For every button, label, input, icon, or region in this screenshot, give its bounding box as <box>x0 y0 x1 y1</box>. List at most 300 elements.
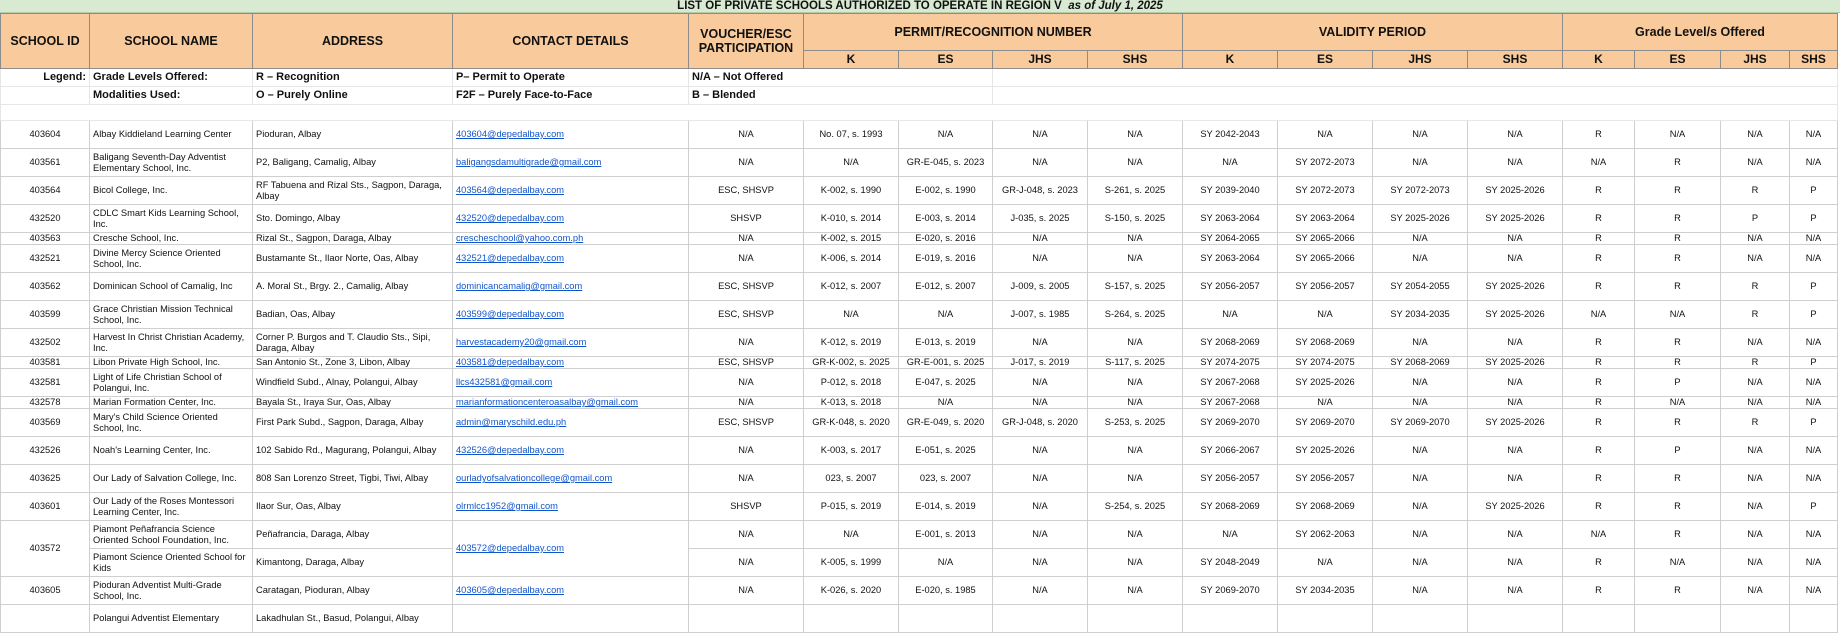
permit-shs-cell: N/A <box>1088 577 1183 605</box>
school-name-cell: Piamont Peñafrancia Science Oriented School Foundation, Inc. <box>90 521 253 549</box>
validity-shs-cell: N/A <box>1468 577 1563 605</box>
permit-k-cell: GR-K-002, s. 2025 <box>804 357 899 369</box>
grade-es-cell: N/A <box>1635 121 1721 149</box>
validity-jhs-cell: N/A <box>1373 369 1468 397</box>
validity-jhs-cell: N/A <box>1373 437 1468 465</box>
grade-k-cell: N/A <box>1563 149 1635 177</box>
school-name-cell: CDLC Smart Kids Learning School, Inc. <box>90 205 253 233</box>
validity-k-cell: SY 2056-2057 <box>1183 273 1278 301</box>
grade-es-cell: R <box>1635 177 1721 205</box>
voucher-cell: N/A <box>689 233 804 245</box>
grade-shs-cell: P <box>1790 273 1838 301</box>
permit-shs-cell <box>1088 605 1183 633</box>
table-row <box>1 273 1838 301</box>
header-validity-jhs: JHS <box>1373 51 1468 69</box>
validity-es-cell: SY 2034-2035 <box>1278 577 1373 605</box>
validity-es-cell: N/A <box>1278 121 1373 149</box>
address-cell: A. Moral St., Brgy. 2., Camalig, Albay <box>253 273 453 301</box>
legend-blended: B – Blended <box>689 87 993 105</box>
address-cell: Pioduran, Albay <box>253 121 453 149</box>
permit-es-cell: GR-E-049, s. 2020 <box>899 409 993 437</box>
contact-link[interactable]: baligangsdamultigrade@gmail.com <box>453 149 689 177</box>
permit-es-cell: 023, s. 2007 <box>899 465 993 493</box>
contact-link[interactable]: crescheschool@yahoo.com.ph <box>453 233 689 245</box>
address-cell: Corner P. Burgos and T. Claudio Sts., Sipi, Daraga, Albay <box>253 329 453 357</box>
grade-shs-cell: N/A <box>1790 549 1838 577</box>
school-name-cell: Cresche School, Inc. <box>90 233 253 245</box>
spacer-row <box>1 105 1838 121</box>
voucher-cell: ESC, SHSVP <box>689 357 804 369</box>
voucher-cell: ESC, SHSVP <box>689 409 804 437</box>
grade-es-cell <box>1635 605 1721 633</box>
permit-jhs-cell: J-007, s. 1985 <box>993 301 1088 329</box>
address-cell: Caratagan, Pioduran, Albay <box>253 577 453 605</box>
address-cell: Ilaor Sur, Oas, Albay <box>253 493 453 521</box>
grade-jhs-cell: N/A <box>1721 465 1790 493</box>
grade-shs-cell: N/A <box>1790 577 1838 605</box>
permit-k-cell: N/A <box>804 301 899 329</box>
header-permit-recognition: PERMIT/RECOGNITION NUMBER <box>804 14 1183 51</box>
validity-k-cell: SY 2056-2057 <box>1183 465 1278 493</box>
grade-k-cell: R <box>1563 177 1635 205</box>
validity-jhs-cell: N/A <box>1373 465 1468 493</box>
validity-shs-cell: N/A <box>1468 329 1563 357</box>
grade-shs-cell: P <box>1790 177 1838 205</box>
permit-es-cell: E-020, s. 2016 <box>899 233 993 245</box>
grade-jhs-cell: R <box>1721 357 1790 369</box>
header-grade-es: ES <box>1635 51 1721 69</box>
grade-es-cell: R <box>1635 357 1721 369</box>
validity-es-cell: SY 2065-2066 <box>1278 233 1373 245</box>
validity-jhs-cell: SY 2069-2070 <box>1373 409 1468 437</box>
address-cell: Sto. Domingo, Albay <box>253 205 453 233</box>
validity-shs-cell: N/A <box>1468 121 1563 149</box>
permit-k-cell: K-002, s. 1990 <box>804 177 899 205</box>
header-contact-details: CONTACT DETAILS <box>453 14 689 69</box>
validity-k-cell: SY 2048-2049 <box>1183 549 1278 577</box>
permit-jhs-cell: GR-J-048, s. 2020 <box>993 409 1088 437</box>
address-cell: San Antonio St., Zone 3, Libon, Albay <box>253 357 453 369</box>
permit-k-cell: 023, s. 2007 <box>804 465 899 493</box>
permit-es-cell: E-002, s. 1990 <box>899 177 993 205</box>
header-validity-period: VALIDITY PERIOD <box>1183 14 1563 51</box>
grade-jhs-cell: N/A <box>1721 329 1790 357</box>
school-id-cell: 432502 <box>1 329 90 357</box>
grade-jhs-cell: R <box>1721 177 1790 205</box>
grade-k-cell: R <box>1563 245 1635 273</box>
grade-k-cell: R <box>1563 273 1635 301</box>
permit-es-cell: E-003, s. 2014 <box>899 205 993 233</box>
validity-k-cell: SY 2066-2067 <box>1183 437 1278 465</box>
permit-shs-cell: N/A <box>1088 521 1183 549</box>
legend-modalities-label: Modalities Used: <box>90 87 253 105</box>
grade-k-cell: R <box>1563 329 1635 357</box>
validity-jhs-cell: N/A <box>1373 397 1468 409</box>
table-row <box>1 577 1838 605</box>
address-cell: Bayala St., Iraya Sur, Oas, Albay <box>253 397 453 409</box>
grade-shs-cell: P <box>1790 409 1838 437</box>
permit-k-cell: K-013, s. 2018 <box>804 397 899 409</box>
contact-link <box>453 605 689 633</box>
grade-jhs-cell: N/A <box>1721 549 1790 577</box>
school-name-cell: Piamont Science Oriented School for Kids <box>90 549 253 577</box>
validity-shs-cell: SY 2025-2026 <box>1468 357 1563 369</box>
header-school-id: SCHOOL ID <box>1 14 90 69</box>
validity-k-cell: SY 2069-2070 <box>1183 409 1278 437</box>
voucher-cell: N/A <box>689 465 804 493</box>
table-row <box>1 465 1838 493</box>
grade-jhs-cell: P <box>1721 205 1790 233</box>
contact-link[interactable]: 403604@depedalbay.com <box>453 121 689 149</box>
validity-es-cell: N/A <box>1278 549 1373 577</box>
permit-shs-cell: N/A <box>1088 397 1183 409</box>
validity-shs-cell: N/A <box>1468 397 1563 409</box>
grade-shs-cell: N/A <box>1790 521 1838 549</box>
validity-jhs-cell: N/A <box>1373 493 1468 521</box>
validity-shs-cell: N/A <box>1468 245 1563 273</box>
permit-shs-cell: S-254, s. 2025 <box>1088 493 1183 521</box>
contact-link[interactable]: 403564@depedalbay.com <box>453 177 689 205</box>
permit-jhs-cell: N/A <box>993 521 1088 549</box>
contact-link[interactable]: 403599@depedalbay.com <box>453 301 689 329</box>
voucher-cell: N/A <box>689 329 804 357</box>
permit-shs-cell: N/A <box>1088 437 1183 465</box>
header-validity-k: K <box>1183 51 1278 69</box>
validity-shs-cell: N/A <box>1468 549 1563 577</box>
permit-jhs-cell: N/A <box>993 233 1088 245</box>
voucher-cell: ESC, SHSVP <box>689 301 804 329</box>
grade-jhs-cell: R <box>1721 409 1790 437</box>
header-school-name: SCHOOL NAME <box>90 14 253 69</box>
grade-k-cell: R <box>1563 397 1635 409</box>
validity-jhs-cell: N/A <box>1373 521 1468 549</box>
contact-link[interactable]: 403605@depedalbay.com <box>453 577 689 605</box>
address-cell: Peñafrancia, Daraga, Albay <box>253 521 453 549</box>
grade-es-cell: R <box>1635 329 1721 357</box>
legend-recognition: R – Recognition <box>253 69 453 87</box>
school-name-cell: Harvest In Christ Christian Academy, Inc. <box>90 329 253 357</box>
address-cell: Badian, Oas, Albay <box>253 301 453 329</box>
contact-link[interactable]: 432520@depedalbay.com <box>453 205 689 233</box>
school-id-cell: 432578 <box>1 397 90 409</box>
grade-shs-cell: P <box>1790 357 1838 369</box>
header-grade-k: K <box>1563 51 1635 69</box>
header-grade-shs: SHS <box>1790 51 1838 69</box>
voucher-cell: ESC, SHSVP <box>689 177 804 205</box>
address-cell: 808 San Lorenzo Street, Tigbi, Tiwi, Albay <box>253 465 453 493</box>
validity-jhs-cell: N/A <box>1373 577 1468 605</box>
voucher-cell: N/A <box>689 397 804 409</box>
permit-k-cell: GR-K-048, s. 2020 <box>804 409 899 437</box>
validity-k-cell: SY 2063-2064 <box>1183 205 1278 233</box>
table-row <box>1 409 1838 437</box>
permit-shs-cell: S-157, s. 2025 <box>1088 273 1183 301</box>
validity-k-cell: SY 2067-2068 <box>1183 369 1278 397</box>
permit-shs-cell: N/A <box>1088 549 1183 577</box>
grade-k-cell: R <box>1563 577 1635 605</box>
address-cell: Kimantong, Daraga, Albay <box>253 549 453 577</box>
validity-jhs-cell: N/A <box>1373 245 1468 273</box>
grade-es-cell: R <box>1635 245 1721 273</box>
validity-es-cell <box>1278 605 1373 633</box>
schools-table <box>0 13 1838 633</box>
legend-online: O – Purely Online <box>253 87 453 105</box>
grade-es-cell: R <box>1635 409 1721 437</box>
grade-jhs-cell: N/A <box>1721 521 1790 549</box>
header-permit-jhs: JHS <box>993 51 1088 69</box>
table-row <box>1 493 1838 521</box>
table-row <box>1 549 1838 577</box>
grade-shs-cell: N/A <box>1790 329 1838 357</box>
school-id-cell: 403561 <box>1 149 90 177</box>
school-id-cell: 403599 <box>1 301 90 329</box>
permit-es-cell: N/A <box>899 549 993 577</box>
legend-f2f: F2F – Purely Face-to-Face <box>453 87 689 105</box>
permit-k-cell: K-006, s. 2014 <box>804 245 899 273</box>
table-row <box>1 521 1838 549</box>
school-id-cell <box>1 605 90 633</box>
permit-es-cell: E-020, s. 1985 <box>899 577 993 605</box>
legend-label: Legend: <box>1 69 90 87</box>
validity-shs-cell: N/A <box>1468 521 1563 549</box>
contact-link[interactable]: admin@maryschild.edu.ph <box>453 409 689 437</box>
validity-jhs-cell: N/A <box>1373 549 1468 577</box>
table-row <box>1 121 1838 149</box>
validity-k-cell: SY 2064-2065 <box>1183 233 1278 245</box>
grade-k-cell: N/A <box>1563 521 1635 549</box>
grade-es-cell: R <box>1635 233 1721 245</box>
permit-es-cell: N/A <box>899 121 993 149</box>
school-id-cell: 403562 <box>1 273 90 301</box>
contact-link[interactable]: llcs432581@gmail.com <box>453 369 689 397</box>
school-id-cell: 403605 <box>1 577 90 605</box>
grade-es-cell: P <box>1635 369 1721 397</box>
validity-shs-cell: N/A <box>1468 465 1563 493</box>
permit-jhs-cell: N/A <box>993 493 1088 521</box>
permit-es-cell: E-001, s. 2013 <box>899 521 993 549</box>
grade-jhs-cell: N/A <box>1721 233 1790 245</box>
validity-k-cell: SY 2069-2070 <box>1183 577 1278 605</box>
permit-shs-cell: S-150, s. 2025 <box>1088 205 1183 233</box>
validity-shs-cell: SY 2025-2026 <box>1468 177 1563 205</box>
validity-es-cell: N/A <box>1278 301 1373 329</box>
validity-k-cell: N/A <box>1183 301 1278 329</box>
validity-jhs-cell: N/A <box>1373 329 1468 357</box>
permit-jhs-cell: N/A <box>993 465 1088 493</box>
permit-shs-cell: S-253, s. 2025 <box>1088 409 1183 437</box>
validity-es-cell: SY 2056-2057 <box>1278 465 1373 493</box>
school-name-cell: Bicol College, Inc. <box>90 177 253 205</box>
table-row <box>1 177 1838 205</box>
grade-jhs-cell: N/A <box>1721 121 1790 149</box>
school-name-cell: Marian Formation Center, Inc. <box>90 397 253 409</box>
permit-k-cell: K-026, s. 2020 <box>804 577 899 605</box>
address-cell: RF Tabuena and Rizal Sts., Sagpon, Daraga, Albay <box>253 177 453 205</box>
school-name-cell: Noah's Learning Center, Inc. <box>90 437 253 465</box>
table-body <box>1 121 1838 633</box>
as-of-date: as of July 1, 2025 <box>1068 0 1163 12</box>
validity-shs-cell: SY 2025-2026 <box>1468 409 1563 437</box>
table-row <box>1 301 1838 329</box>
validity-es-cell: N/A <box>1278 397 1373 409</box>
sheet-title-bar <box>0 0 1840 13</box>
voucher-cell <box>689 605 804 633</box>
permit-es-cell: GR-E-045, s. 2023 <box>899 149 993 177</box>
permit-k-cell: P-015, s. 2019 <box>804 493 899 521</box>
permit-shs-cell: S-261, s. 2025 <box>1088 177 1183 205</box>
school-name-cell: Light of Life Christian School of Polangui, Inc. <box>90 369 253 397</box>
validity-k-cell: N/A <box>1183 149 1278 177</box>
validity-es-cell: SY 2025-2026 <box>1278 369 1373 397</box>
grade-k-cell: R <box>1563 493 1635 521</box>
header-grade-jhs: JHS <box>1721 51 1790 69</box>
validity-shs-cell <box>1468 605 1563 633</box>
validity-jhs-cell: N/A <box>1373 233 1468 245</box>
permit-jhs-cell: GR-J-048, s. 2023 <box>993 177 1088 205</box>
voucher-cell: N/A <box>689 577 804 605</box>
validity-k-cell: SY 2063-2064 <box>1183 245 1278 273</box>
validity-jhs-cell: SY 2054-2055 <box>1373 273 1468 301</box>
validity-jhs-cell: SY 2072-2073 <box>1373 177 1468 205</box>
permit-k-cell: P-012, s. 2018 <box>804 369 899 397</box>
grade-k-cell: R <box>1563 369 1635 397</box>
permit-shs-cell: N/A <box>1088 329 1183 357</box>
header-voucher-esc: VOUCHER/ESC PARTICIPATION <box>689 14 804 69</box>
school-id-cell: 432526 <box>1 437 90 465</box>
grade-es-cell: R <box>1635 205 1721 233</box>
permit-k-cell: K-012, s. 2007 <box>804 273 899 301</box>
school-name-cell: Dominican School of Camalig, Inc <box>90 273 253 301</box>
address-cell: Rizal St., Sagpon, Daraga, Albay <box>253 233 453 245</box>
contact-link[interactable]: olrmlcc1952@gmail.com <box>453 493 689 521</box>
contact-link[interactable]: 403581@depedalbay.com <box>453 357 689 369</box>
permit-jhs-cell: N/A <box>993 397 1088 409</box>
legend-permit: P– Permit to Operate <box>453 69 689 87</box>
school-id-cell: 403564 <box>1 177 90 205</box>
validity-k-cell: SY 2042-2043 <box>1183 121 1278 149</box>
validity-es-cell: SY 2063-2064 <box>1278 205 1373 233</box>
table-row <box>1 357 1838 369</box>
permit-jhs-cell: N/A <box>993 437 1088 465</box>
school-name-cell: Mary's Child Science Oriented School, Inc. <box>90 409 253 437</box>
grade-shs-cell: P <box>1790 493 1838 521</box>
grade-jhs-cell: N/A <box>1721 369 1790 397</box>
contact-link[interactable]: 432521@depedalbay.com <box>453 245 689 273</box>
table-row <box>1 233 1838 245</box>
grade-jhs-cell: R <box>1721 273 1790 301</box>
permit-k-cell: No. 07, s. 1993 <box>804 121 899 149</box>
address-cell: 102 Sabido Rd., Magurang, Polangui, Albay <box>253 437 453 465</box>
table-row <box>1 205 1838 233</box>
grade-es-cell: R <box>1635 493 1721 521</box>
grade-es-cell: N/A <box>1635 301 1721 329</box>
permit-es-cell: GR-E-001, s. 2025 <box>899 357 993 369</box>
address-cell: Bustamante St., Ilaor Norte, Oas, Albay <box>253 245 453 273</box>
grade-jhs-cell: N/A <box>1721 577 1790 605</box>
table-row <box>1 605 1838 633</box>
grade-shs-cell: N/A <box>1790 149 1838 177</box>
school-name-cell: Grace Christian Mission Technical School, Inc. <box>90 301 253 329</box>
permit-es-cell: N/A <box>899 397 993 409</box>
validity-jhs-cell: N/A <box>1373 121 1468 149</box>
grade-k-cell: R <box>1563 437 1635 465</box>
grade-es-cell: R <box>1635 465 1721 493</box>
grade-k-cell: R <box>1563 409 1635 437</box>
school-name-cell: Pioduran Adventist Multi-Grade School, Inc. <box>90 577 253 605</box>
permit-es-cell: E-014, s. 2019 <box>899 493 993 521</box>
validity-k-cell: SY 2068-2069 <box>1183 493 1278 521</box>
permit-es-cell <box>899 605 993 633</box>
grade-shs-cell: N/A <box>1790 465 1838 493</box>
school-id-cell: 403569 <box>1 409 90 437</box>
validity-jhs-cell <box>1373 605 1468 633</box>
validity-es-cell: SY 2062-2063 <box>1278 521 1373 549</box>
validity-jhs-cell: SY 2068-2069 <box>1373 357 1468 369</box>
grade-jhs-cell <box>1721 605 1790 633</box>
grade-k-cell: R <box>1563 357 1635 369</box>
legend-section <box>1 69 1838 121</box>
legend-grade-levels-label: Grade Levels Offered: <box>90 69 253 87</box>
header-permit-es: ES <box>899 51 993 69</box>
school-id-cell: 403581 <box>1 357 90 369</box>
validity-shs-cell: N/A <box>1468 233 1563 245</box>
school-id-cell: 403601 <box>1 493 90 521</box>
permit-shs-cell: N/A <box>1088 465 1183 493</box>
permit-es-cell: E-013, s. 2019 <box>899 329 993 357</box>
table-row <box>1 369 1838 397</box>
grade-k-cell: R <box>1563 465 1635 493</box>
table-row <box>1 397 1838 409</box>
contact-link[interactable]: dominicancamalig@gmail.com <box>453 273 689 301</box>
validity-es-cell: SY 2025-2026 <box>1278 437 1373 465</box>
grade-es-cell: N/A <box>1635 397 1721 409</box>
permit-es-cell: E-051, s. 2025 <box>899 437 993 465</box>
contact-link[interactable]: ourladyofsalvationcollege@gmail.com <box>453 465 689 493</box>
voucher-cell: N/A <box>689 437 804 465</box>
validity-k-cell: SY 2039-2040 <box>1183 177 1278 205</box>
voucher-cell: N/A <box>689 549 804 577</box>
permit-jhs-cell: N/A <box>993 577 1088 605</box>
school-name-cell: Baligang Seventh-Day Adventist Elementary School, Inc. <box>90 149 253 177</box>
contact-link[interactable]: marianformationcenteroasalbay@gmail.com <box>453 397 689 409</box>
permit-k-cell: K-003, s. 2017 <box>804 437 899 465</box>
validity-shs-cell: SY 2025-2026 <box>1468 205 1563 233</box>
validity-shs-cell: N/A <box>1468 437 1563 465</box>
validity-k-cell: N/A <box>1183 521 1278 549</box>
grade-jhs-cell: N/A <box>1721 493 1790 521</box>
school-name-cell: Our Lady of the Roses Montessori Learning Center, Inc. <box>90 493 253 521</box>
permit-jhs-cell: N/A <box>993 149 1088 177</box>
grade-shs-cell: N/A <box>1790 245 1838 273</box>
address-cell: P2, Baligang, Camalig, Albay <box>253 149 453 177</box>
table-row <box>1 329 1838 357</box>
contact-link[interactable]: harvestacademy20@gmail.com <box>453 329 689 357</box>
permit-jhs-cell: N/A <box>993 245 1088 273</box>
header-address: ADDRESS <box>253 14 453 69</box>
permit-k-cell: N/A <box>804 521 899 549</box>
permit-jhs-cell: J-009, s. 2005 <box>993 273 1088 301</box>
permit-jhs-cell: N/A <box>993 369 1088 397</box>
grade-k-cell: N/A <box>1563 301 1635 329</box>
validity-k-cell: SY 2067-2068 <box>1183 397 1278 409</box>
contact-link[interactable]: 403572@depedalbay.com <box>453 521 689 577</box>
address-cell: Windfield Subd., Alnay, Polangui, Albay <box>253 369 453 397</box>
permit-shs-cell: N/A <box>1088 369 1183 397</box>
table-row <box>1 437 1838 465</box>
school-id-cell: 403572 <box>1 521 90 577</box>
contact-link[interactable]: 432526@depedalbay.com <box>453 437 689 465</box>
validity-es-cell: SY 2074-2075 <box>1278 357 1373 369</box>
